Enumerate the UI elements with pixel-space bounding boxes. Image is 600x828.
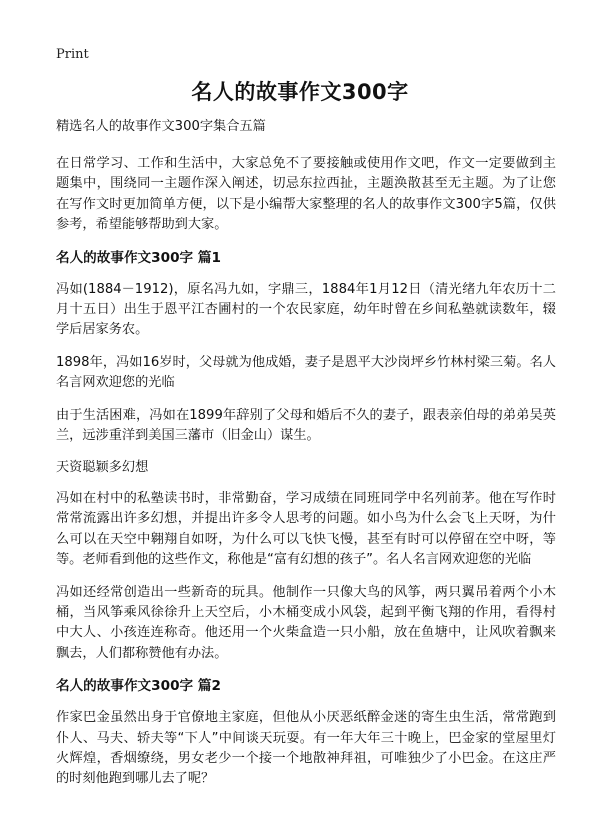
- article-body: [56, 116, 556, 802]
- paragraph: 冯如(1884－1912)，原名冯九如，字鼎三，1884年1月12日（清光绪九年农历十二月十五日）出生于恩平江杏圃村的一个农民家庭，幼年时曾在乡间私塾就读数年，辍学后居家务农。: [56, 281, 556, 338]
- paragraph: 作家巴金虽然出身于官僚地主家庭，但他从小厌恶纸醉金迷的寄生虫生活，常常跑到仆人、马夫、轿夫等“下人”中间谈天玩耍。有一年大年三十晚上，巴金家的堂屋里灯火辉煌，香烟缭绕，男女老少一个接一个地散神拜祖，可唯独少了小巴金。在这庄严的时刻他跑到哪儿去了呢？: [56, 710, 556, 787]
- article-subtitle: 精选名人的故事作文300字集合五篇: [56, 119, 266, 134]
- print-link[interactable]: Print: [56, 47, 89, 62]
- intro-paragraph: 在日常学习、工作和生活中，大家总免不了要接触或使用作文吧，作文一定要做到主题集中，围绕同一主题作深入阐述，切忌东拉西扯，主题涣散甚至无主题。为了让您在写作文时更加简单方便，以下是小编帮大家整理的名人的故事作文300字5篇，仅供参考，希望能够帮助到大家。: [56, 156, 556, 233]
- page-title: 名人的故事作文300字: [191, 80, 409, 104]
- section-heading-2: 名人的故事作文300字 篇2: [56, 678, 221, 695]
- sub-heading: 天资聪颖多幻想: [56, 460, 149, 476]
- section-heading-1: 名人的故事作文300字 篇1: [56, 249, 221, 266]
- paragraph: 冯如在村中的私塾读书时，非常勤奋，学习成绩在同班同学中名列前茅。他在写作时常常流露出许多幻想，并提出许多令人思考的问题。如小鸟为什么会飞上天呀，为什么可以在天空中翱翔自如呀，为什么可以飞快飞慢，甚至有时可以停留在空中呀，等等。老师看到他的这些作文，称他是“富有幻想的孩子”。名人名言网欢迎您的光临: [56, 490, 556, 568]
- paragraph: 1898年，冯如16岁时，父母就为他成婚，妻子是恩平大沙岗坪乡竹林村梁三菊。名人名言网欢迎您的光临: [56, 354, 556, 391]
- paragraph: 冯如还经常创造出一些新奇的玩具。他制作一只像大鸟的风筝，两只翼吊着两个小木桶，当风筝乘风徐徐升上天空后，小木桶变成小风袋，起到平衡飞翔的作用，看得村中大人、小孩连连称奇。他还用一个火柴盒造一只小船，放在鱼塘中，让风吹着飘来飘去，人们都称赞他有办法。: [56, 584, 556, 661]
- paragraph: 由于生活困难，冯如在1899年辞别了父母和婚后不久的妻子，跟表亲伯母的弟弟吴英兰，远涉重洋到美国三藩市（旧金山）谋生。: [56, 407, 556, 444]
